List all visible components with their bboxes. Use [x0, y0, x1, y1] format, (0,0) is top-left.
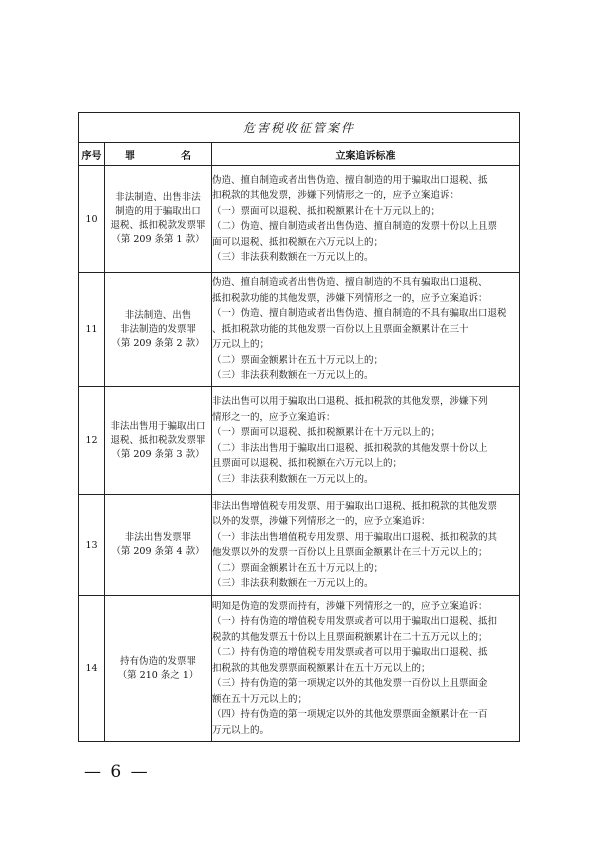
- row-prosecution-standard: [212, 166, 520, 273]
- standard-text-line: 万元以上的。: [212, 724, 270, 736]
- standard-text-line: （四）持有伪造的第一项规定以外的其他发票票面金额累计在一百: [212, 709, 488, 721]
- row-serial-number: 13: [79, 495, 105, 596]
- row-crime-name: [105, 495, 212, 596]
- standard-text-line: （二）伪造、擅自制造或者出售伪造、擅自制造的发票十份以上且票: [212, 221, 498, 232]
- page-number: — 6 —: [84, 762, 150, 782]
- crime-name-line: 退税、抵扣税款发票罪: [110, 220, 206, 231]
- standard-text-line: 万元以上的；: [212, 339, 270, 351]
- crime-name-line: （第 210 条之 1）: [117, 669, 199, 681]
- standard-text-line: （一）持有伪造的增值税专用发票或者可以用于骗取出口退税、抵扣: [212, 616, 498, 628]
- standard-text-line: 扣税款的其他发票，涉嫌下列情形之一的，应予立案追诉：: [212, 190, 460, 201]
- table-header-row: [79, 143, 520, 166]
- standard-text-line: 非法出售增值税专用发票、用于骗取出口退税、抵扣税款的其他发票: [212, 500, 498, 512]
- crime-name-line: 非法出售用于骗取出口: [110, 420, 206, 432]
- table-row: [79, 495, 520, 596]
- standard-text-line: 且票面可以退税、抵扣税额在六万元以上的；: [212, 458, 403, 469]
- table-row: [79, 166, 520, 273]
- standard-text-line: 扣税款的其他发票票面税额累计在五十万元以上的；: [212, 662, 431, 674]
- row-prosecution-standard: [212, 387, 520, 495]
- standard-text-line: （一）票面可以退税、抵扣税额累计在十万元以上的；: [212, 205, 441, 217]
- row-prosecution-standard: [212, 596, 520, 742]
- standard-text-line: （三）非法获利数额在一万元以上的。: [212, 252, 374, 263]
- crime-name-line: （第 209 条第 2 款）: [111, 337, 205, 349]
- standard-text-line: 他发票以外的发票一百份以上且票面金额累计在三十万元以上的；: [212, 547, 488, 558]
- crime-name-line: （第 209 条第 1 款）: [111, 234, 205, 245]
- row-crime-name: [105, 387, 212, 495]
- crime-name-line: （第 209 条第 3 款）: [111, 448, 205, 460]
- crime-name-line: 退税、抵扣税款发票罪: [110, 434, 206, 446]
- table-row: [79, 387, 520, 495]
- case-standards-table: [78, 112, 520, 742]
- standard-text-line: 、抵扣税款功能的其他发票一百份以上且票面金额累计在三十: [212, 323, 469, 335]
- standard-text-line: （二）持有伪造的增值税专用发票或者可以用于骗取出口退税、抵: [212, 647, 488, 659]
- standard-text-line: 抵扣税款功能的其他发票，涉嫌下列情形之一的，应予立案追诉：: [212, 292, 488, 304]
- standard-text-line: 伪造、擅自制造或者出售伪造、擅自制造的不具有骗取出口退税、: [212, 277, 488, 289]
- row-prosecution-standard: [212, 495, 520, 596]
- row-serial-number: 14: [79, 596, 105, 742]
- standard-text-line: 伪造、擅自制造或者出售伪造、擅自制造的用于骗取出口退税、抵: [212, 174, 488, 186]
- standard-text-line: 额在五十万元以上的；: [212, 693, 308, 705]
- standard-text-line: （三）非法获利数额在一万元以上的。: [212, 473, 374, 485]
- table-row: [79, 273, 520, 387]
- standard-text-line: 明知是伪造的发票而持有，涉嫌下列情形之一的，应予立案追诉：: [212, 600, 488, 612]
- crime-name-line: 非法出售发票罪: [124, 532, 192, 543]
- table-body: [79, 166, 520, 742]
- row-prosecution-standard: [212, 273, 520, 387]
- standard-text-line: （二）票面金额累计在五十万元以上的；: [212, 354, 384, 366]
- standard-text-line: 情形之一的，应予立案追诉：: [212, 411, 336, 423]
- standard-text-line: （二）非法出售用于骗取出口退税、抵扣税款的其他发票十份以上: [212, 442, 488, 454]
- standard-text-line: 非法出售可以用于骗取出口退税、抵扣税款的其他发票，涉嫌下列: [212, 396, 488, 407]
- crime-name-line: 非法制造、出售非法: [115, 192, 201, 203]
- header-crime-name: 罪 名: [105, 143, 212, 166]
- row-serial-number: 11: [79, 273, 105, 387]
- standard-text-line: （一）非法出售增值税专用发票、用于骗取出口退税、抵扣税款的其: [212, 531, 498, 543]
- header-serial-number: 序号: [79, 143, 105, 166]
- crime-name-line: 非法制造的发票罪: [119, 323, 196, 335]
- standard-text-line: （一）伪造、擅自制造或者出售伪造、擅自制造的不具有骗取出口退税: [212, 308, 507, 320]
- standard-text-line: （二）票面金额累计在五十万元以上的；: [212, 562, 384, 574]
- standard-text-line: （三）非法获利数额在一万元以上的。: [212, 370, 374, 382]
- crime-name-line: 制造的用于骗取出口: [115, 206, 201, 217]
- row-crime-name: [105, 273, 212, 387]
- row-crime-name: [105, 596, 212, 742]
- table-title: 危害税收征管案件: [79, 113, 520, 143]
- table-row: [79, 596, 520, 742]
- standard-text-line: （三）非法获利数额在一万元以上的。: [212, 578, 374, 589]
- standard-text-line: （一）票面可以退税、抵扣税额累计在十万元以上的；: [212, 427, 441, 438]
- header-prosecution-standard: 立案追诉标准: [212, 143, 520, 166]
- row-serial-number: 12: [79, 387, 105, 495]
- crime-name-line: 非法制造、出售: [124, 309, 192, 321]
- crime-name-line: 持有伪造的发票罪: [119, 655, 196, 667]
- standard-text-line: 以外的发票，涉嫌下列情形之一的，应予立案追诉：: [212, 516, 431, 527]
- crime-name-line: （第 209 条第 4 款）: [111, 546, 205, 557]
- row-crime-name: [105, 166, 212, 273]
- standard-text-line: （三）持有伪造的第一项规定以外的其他发票一百份以上且票面金: [212, 678, 488, 690]
- standard-text-line: 税款的其他发票五十份以上且票面税额累计在二十五万元以上的；: [212, 631, 488, 643]
- row-serial-number: 10: [79, 166, 105, 273]
- standard-text-line: 面可以退税、抵扣税额在六万元以上的；: [212, 236, 384, 248]
